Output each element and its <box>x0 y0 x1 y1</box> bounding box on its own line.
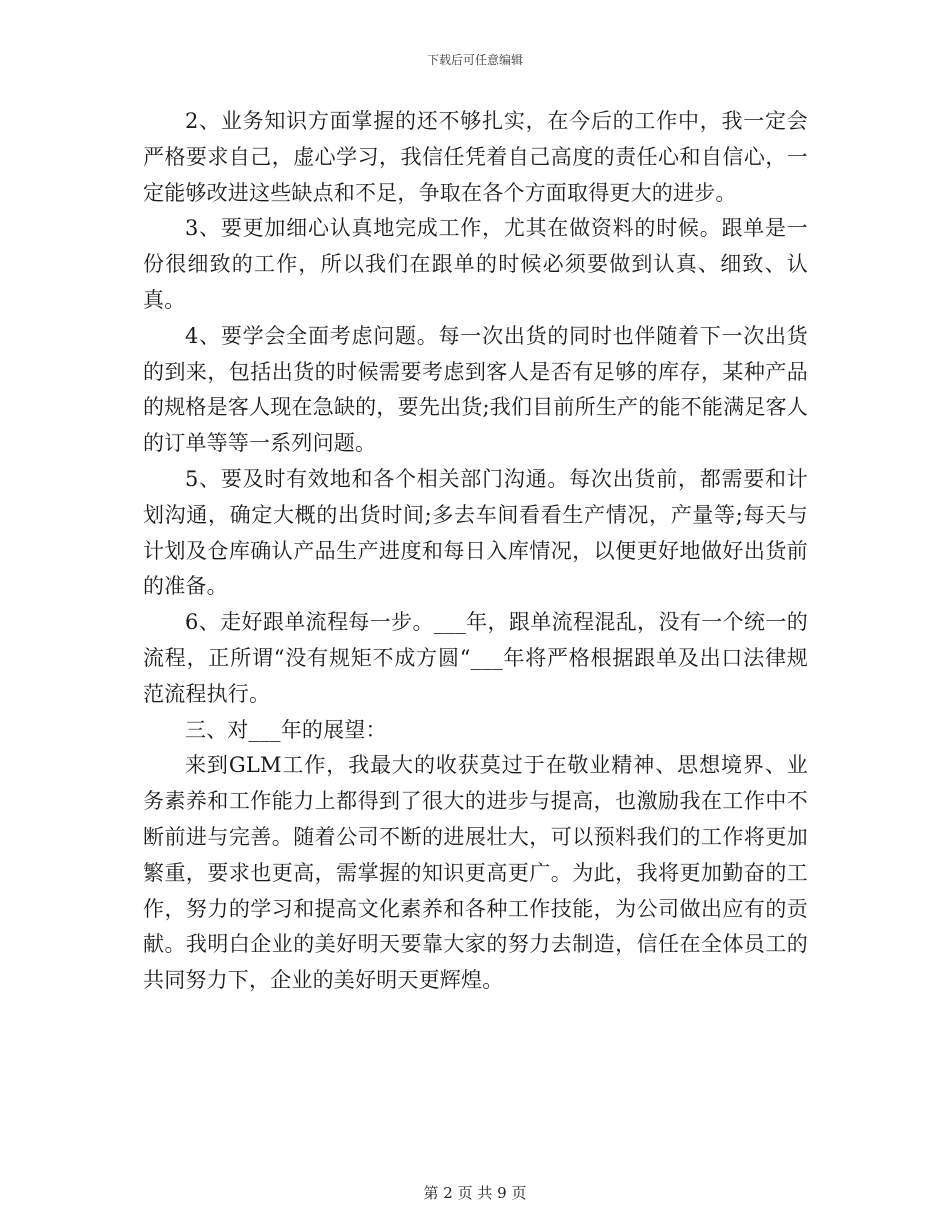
paragraph-item-5: 5、要及时有效地和各个相关部门沟通。每次出货前，都需要和计划沟通，确定大概的出货时间;多去车间看看生产情况，产量等;每天与计划及仓库确认产品生产进度和每日入库情况，以便更好地做好出货前的准备。 <box>143 466 808 599</box>
page-header: 下载后可任意编辑 <box>426 53 523 67</box>
paragraph-item-3: 3、要更加细心认真地完成工作，尤其在做资料的时候。跟单是一份很细致的工作，所以我们在跟单的时候必须要做到认真、细致、认真。 <box>143 216 808 312</box>
paragraph-item-6: 6、走好跟单流程每一步。___年，跟单流程混乱，没有一个统一的流程，正所谓“没有规矩不成方圆“___年将严格根据跟单及出口法律规范流程执行。 <box>143 610 808 706</box>
document-body <box>143 104 808 999</box>
paragraph-outlook: 来到GLM工作，我最大的收获莫过于在敬业精神、思想境界、业务素养和工作能力上都得到了很大的进步与提高，也激励我在工作中不断前进与完善。随着公司不断的进展壮大，可以预料我们的工作将更加繁重，要求也更高，需掌握的知识更高更广。为此，我将更加勤奋的工作，努力的学习和提高文化素养和各种工作技能，为公司做出应有的贡献。我明白企业的美好明天要靠大家的努力去制造，信任在全体员工的共同努力下，企业的美好明天更辉煌。 <box>143 753 808 993</box>
paragraph-item-4: 4、要学会全面考虑问题。每一次出货的同时也伴随着下一次出货的到来，包括出货的时候需要考虑到客人是否有足够的库存，某种产品的规格是客人现在急缺的，要先出货;我们目前所生产的能不能满足客人的订单等等一系列问题。 <box>143 323 808 456</box>
section-heading-outlook: 三、对___年的展望： <box>185 717 387 742</box>
paragraph-item-2: 2、业务知识方面掌握的还不够扎实，在今后的工作中，我一定会严格要求自己，虚心学习，我信任凭着自己高度的责任心和自信心，一定能够改进这些缺点和不足，争取在各个方面取得更大的进步。 <box>143 109 808 205</box>
page-number: 第 2 页 共 9 页 <box>423 1184 527 1202</box>
